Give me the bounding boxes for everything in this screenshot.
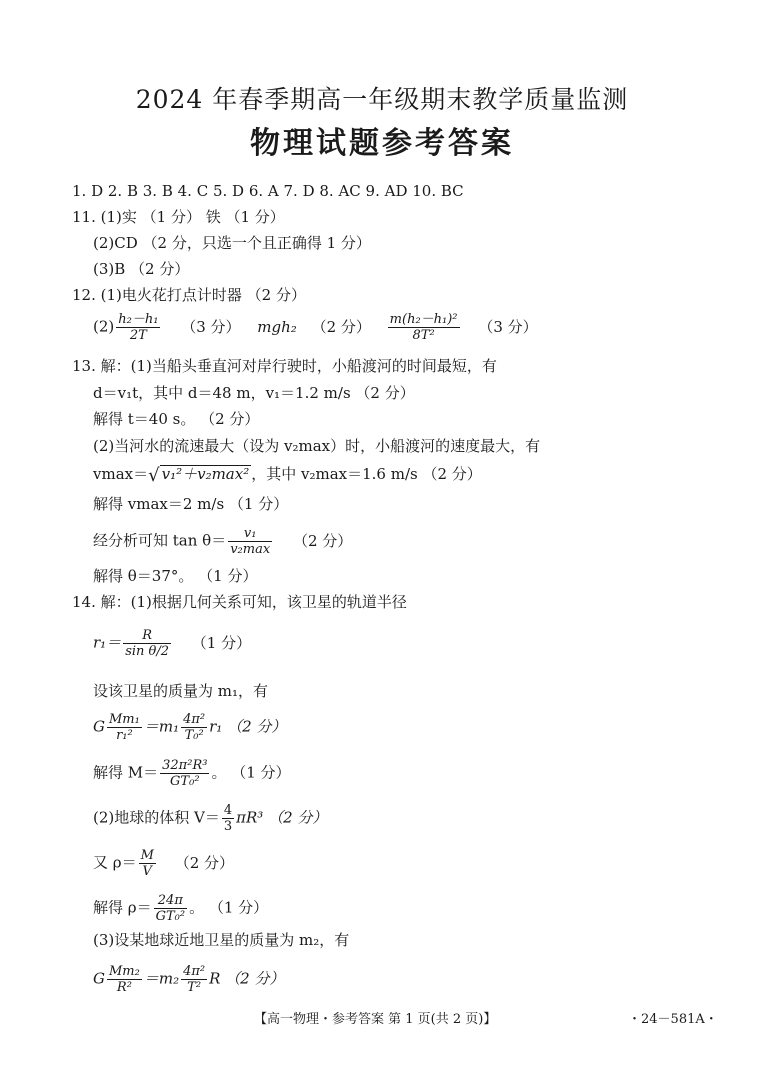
q12-fraction-1 [116, 312, 160, 343]
q13-tan-denominator: v₂max [230, 542, 271, 557]
q13-line-5 [93, 464, 482, 486]
q12-line-1: 12. (1)电火花打点计时器 （2 分） [72, 286, 306, 304]
exam-title: 2024 年春季期高一年级期末教学质量监测 [135, 85, 629, 114]
q13-line-8: 解得 θ＝37°。 （1 分） [93, 567, 258, 585]
q14-line-9: (3)设某地球近地卫星的质量为 m₂，有 [93, 931, 350, 949]
q13-sqrt-content: v₁²＋v₂max² [161, 465, 250, 483]
q12-f1-numerator: h₂－h₁ [118, 312, 159, 327]
q14-line-6-rest: πR³ （2 分） [236, 808, 328, 827]
q14-mass-denominator: GT₀² [170, 774, 200, 789]
q13-line-6: 解得 vmax＝2 m/s （1 分） [93, 495, 289, 513]
q14-line-7 [93, 848, 234, 879]
q14-gravity2-fraction [107, 964, 142, 995]
q14-centripetal2-denominator: T² [187, 980, 202, 995]
q14-centripetal2-fraction [181, 964, 207, 995]
q14-volume-label: (2)地球的体积 V＝ [93, 808, 220, 827]
q14-score-8: 。 （1 分） [189, 898, 269, 917]
q13-line-1: 13. 解：(1)当船头垂直河对岸行驶时，小船渡河的时间最短，有 [72, 357, 497, 375]
q13-line-2: d＝v₁t，其中 d＝48 m，v₁＝1.2 m/s （2 分） [93, 384, 415, 402]
q14-g-label: G [93, 717, 105, 736]
q14-line-8 [93, 893, 268, 924]
q14-density-result-denominator: GT₀² [155, 909, 186, 924]
q12-prefix: (2) [93, 317, 115, 336]
q11-line-2: (2)CD （2 分，只选一个且正确得 1 分） [93, 234, 371, 252]
q14-g2-label: G [93, 969, 105, 988]
q13-line-3: 解得 t＝40 s。 （2 分） [93, 410, 260, 428]
q12-line-2 [93, 312, 538, 343]
q14-score-7: （2 分） [174, 853, 234, 872]
q14-centripetal-fraction [181, 712, 207, 743]
q14-line-3: 设该卫星的质量为 m₁，有 [93, 682, 269, 700]
q14-density-label: 又 ρ＝ [93, 853, 137, 872]
q13-line-7 [93, 526, 352, 557]
q14-equals-m2: ＝m₂ [143, 969, 180, 988]
q14-density-denominator: V [142, 864, 152, 879]
q12-f2-denominator: 8T² [412, 328, 435, 343]
q11-line-1: 11. (1)实 （1 分） 铁 （1 分） [72, 208, 285, 226]
q14-centripetal-denominator: T₀² [184, 728, 204, 743]
q14-density-fraction [139, 848, 156, 879]
q14-score-5: 。 （1 分） [211, 763, 291, 782]
q14-density-result-numerator: 24π [154, 893, 187, 909]
document-title: 物理试题参考答案 [250, 126, 514, 161]
q14-gravity-numerator: Mm₁ [108, 712, 140, 727]
sqrt-icon: √ [148, 465, 160, 486]
q14-line-6 [93, 803, 327, 834]
q14-line-2 [93, 628, 251, 659]
q14-line-1: 14. 解：(1)根据几何关系可知，该卫星的轨道半径 [72, 593, 407, 611]
q14-density-result-label: 解得 ρ＝ [93, 898, 152, 917]
q13-tan-fraction [228, 526, 272, 557]
q14-line-5 [93, 758, 291, 789]
q14-mass-fraction [160, 758, 209, 789]
q12-expression: mgh₂ [257, 317, 297, 336]
q14-volume-fraction [222, 803, 234, 834]
q13-line-5-rest: ，其中 v₂max＝1.6 m/s （2 分） [251, 465, 482, 483]
q12-score-2: （2 分） [311, 317, 371, 336]
footer-page-info: 【高一物理・参考答案 第 1 页(共 2 页)】 [254, 1012, 497, 1027]
multiple-choice-answers: 1. D 2. B 3. B 4. C 5. D 6. A 7. D 8. AC 9. AD 10. BC [72, 182, 464, 200]
q14-mass-label: 解得 M＝ [93, 763, 159, 782]
q14-volume-numerator: 4 [223, 803, 233, 818]
q14-r1-label: r₁＝ [93, 633, 122, 652]
q12-f1-denominator: 2T [129, 328, 147, 343]
q14-score-2: （1 分） [191, 633, 252, 652]
q13-score-7: （2 分） [292, 531, 353, 550]
q13-tan-numerator: v₁ [228, 526, 272, 542]
q14-gravity2-numerator: Mm₂ [108, 964, 140, 979]
q13-line-4: (2)当河水的流速最大（设为 v₂max）时，小船渡河的速度最大，有 [93, 437, 541, 455]
q13-tan-label: 经分析可知 tan θ＝ [93, 531, 227, 550]
q14-r1-numerator: R [123, 628, 171, 644]
q14-line-10-rest: R （2 分） [209, 969, 285, 988]
q14-gravity-denominator: r₁² [116, 728, 133, 743]
q14-volume-denominator: 3 [223, 819, 233, 834]
q14-r1-denominator: sin θ/2 [125, 644, 169, 659]
q14-gravity2-denominator: R² [116, 980, 132, 995]
q14-gravity-fraction [107, 712, 142, 743]
q14-centripetal2-numerator: 4π² [183, 964, 206, 979]
footer-code: ・24－581A・ [628, 1012, 718, 1027]
q11-line-3: (3)B （2 分） [93, 260, 190, 278]
q14-line-4 [93, 712, 286, 743]
q13-vmax-label: vmax＝ [93, 465, 149, 483]
q14-density-numerator: M [140, 848, 154, 863]
q14-line-4-rest: r₁ （2 分） [209, 717, 287, 736]
q14-equals-m1: ＝m₁ [143, 717, 180, 736]
q14-r1-fraction [123, 628, 171, 659]
q12-fraction-2 [388, 312, 460, 343]
q14-density-result-fraction [154, 893, 187, 924]
q14-line-10 [93, 964, 285, 995]
q12-score-3: （3 分） [478, 317, 538, 336]
q14-mass-numerator: 32π²R³ [162, 758, 208, 773]
q12-f2-numerator: m(h₂－h₁)² [389, 312, 458, 327]
q14-centripetal-numerator: 4π² [183, 712, 206, 727]
q12-score-1: （3 分） [181, 317, 241, 336]
